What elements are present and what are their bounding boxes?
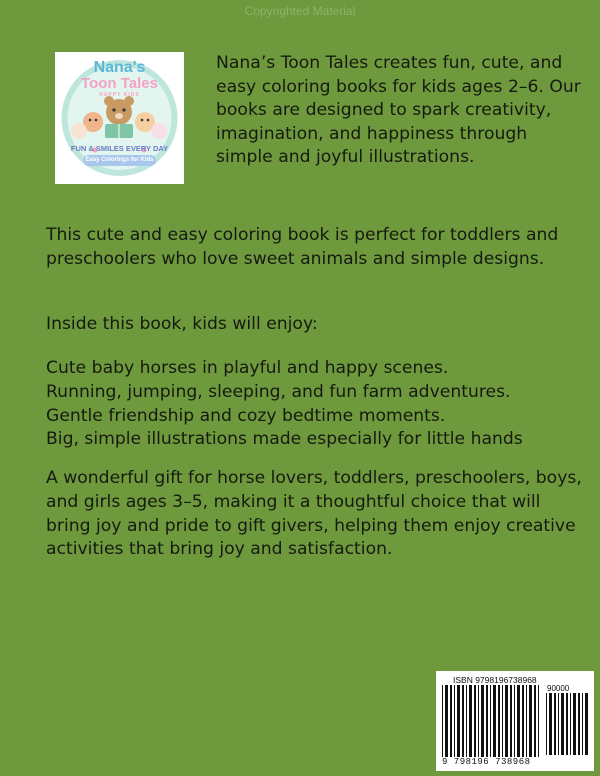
barcode-bar bbox=[474, 685, 476, 757]
gift-paragraph: A wonderful gift for horse lovers, toddlers, preschoolers, boys, and girls ages 3–5, making it a thoughtful choice that will bring joy and pride to gift givers, helping them enjoy creative activities that bring joy and satisfaction. bbox=[46, 468, 582, 560]
logo-subtitle: HAPPY KIDS bbox=[99, 92, 140, 98]
barcode-bar bbox=[546, 693, 547, 755]
barcode-bar bbox=[517, 685, 520, 757]
barcode-bars-icon bbox=[442, 685, 542, 757]
barcode-bar bbox=[554, 693, 556, 755]
isbn-barcode bbox=[436, 671, 594, 771]
barcode-bar bbox=[454, 685, 455, 757]
features-heading: Inside this book, kids will enjoy: bbox=[46, 314, 318, 334]
barcode-bar bbox=[585, 693, 588, 755]
barcode-bar bbox=[529, 685, 532, 757]
barcode-bar bbox=[442, 685, 443, 757]
description-paragraph: This cute and easy coloring book is perfect for toddlers and preschoolers who love sweet animals and simple designs. bbox=[46, 225, 559, 269]
barcode-bar bbox=[505, 685, 508, 757]
publisher-intro: Nana’s Toon Tales creates fun, cute, and easy coloring books for kids ages 2–6. Our books are designed to spark creativity, imagination, and happiness through simple and joyful illustrations. bbox=[216, 53, 581, 167]
feature-item: Big, simple illustrations made especially for little hands bbox=[46, 429, 523, 450]
logo-tagline: FUN & SMILES EVERY DAY bbox=[70, 144, 169, 153]
barcode-bar bbox=[526, 685, 527, 757]
barcode-bar bbox=[469, 685, 472, 757]
barcode-bar bbox=[457, 685, 460, 757]
barcode-bar bbox=[490, 685, 491, 757]
logo-title-line2: Toon Tales bbox=[81, 75, 158, 92]
price-code: 90000 bbox=[547, 684, 570, 693]
barcode-bar bbox=[498, 685, 500, 757]
barcode-bar bbox=[578, 693, 580, 755]
barcode-bar bbox=[522, 685, 524, 757]
publisher-logo bbox=[55, 52, 184, 184]
barcode-bar bbox=[486, 685, 488, 757]
barcode-bar bbox=[493, 685, 496, 757]
barcode-bar bbox=[466, 685, 467, 757]
barcode-bar bbox=[582, 693, 583, 755]
barcode-bar bbox=[561, 693, 564, 755]
barcode-bar bbox=[462, 685, 464, 757]
barcode-bar bbox=[478, 685, 479, 757]
barcode-bar bbox=[538, 685, 539, 757]
feature-item: Gentle friendship and cozy bedtime moments. bbox=[46, 405, 446, 426]
barcode-bar bbox=[573, 693, 576, 755]
barcode-bar bbox=[570, 693, 571, 755]
feature-item: Running, jumping, sleeping, and fun farm adventures. bbox=[46, 381, 511, 402]
features-list bbox=[46, 357, 586, 452]
isbn-digits: 9 798196 738968 bbox=[442, 757, 531, 767]
isbn-label: ISBN 9798196738968 bbox=[453, 675, 537, 685]
logo-pill-label: Easy Colorings for Kids bbox=[83, 155, 156, 166]
barcode-bar bbox=[445, 685, 448, 757]
copyright-watermark: Copyrighted Material bbox=[244, 4, 356, 18]
barcode-bar bbox=[502, 685, 503, 757]
barcode-bar bbox=[481, 685, 484, 757]
barcode-bar bbox=[566, 693, 568, 755]
barcode-bar bbox=[549, 693, 552, 755]
price-barcode-icon bbox=[546, 693, 590, 755]
barcode-bar bbox=[510, 685, 512, 757]
barcode-bar bbox=[450, 685, 452, 757]
logo-title-line1: Nana's bbox=[93, 59, 146, 76]
barcode-bar bbox=[514, 685, 515, 757]
feature-item: Cute baby horses in playful and happy scenes. bbox=[46, 358, 449, 378]
barcode-bar bbox=[534, 685, 536, 757]
barcode-bar bbox=[558, 693, 559, 755]
